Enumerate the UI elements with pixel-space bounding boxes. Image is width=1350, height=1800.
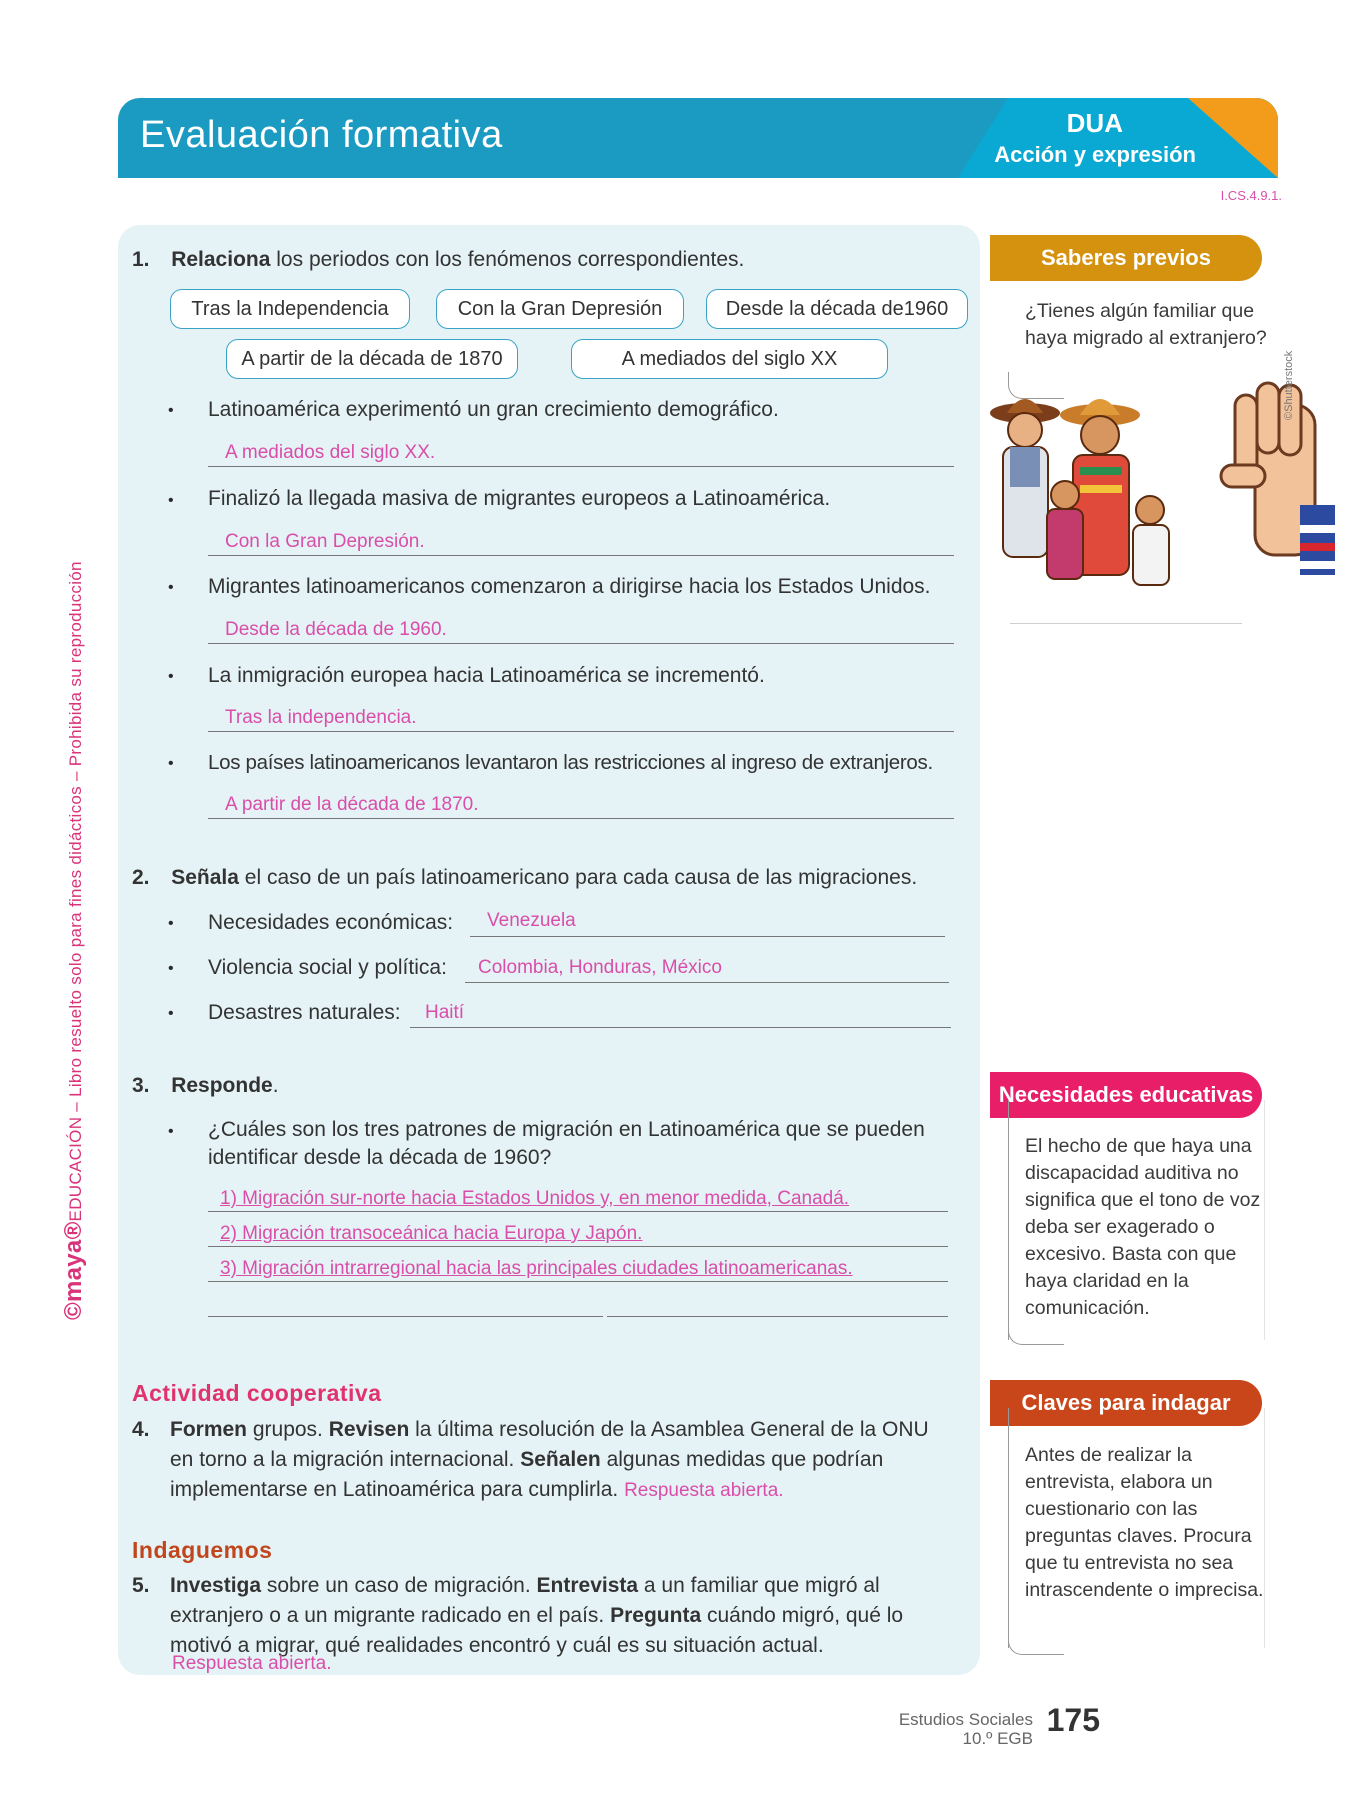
copyright-vertical-text — [60, 561, 88, 1320]
answer-text: Haití — [425, 1002, 465, 1023]
question-text: extranjero o a un migrante radicado en el país. — [170, 1604, 611, 1627]
question-text: los periodos con los fenómenos correspondientes. — [276, 248, 745, 271]
bullet-icon: • — [168, 915, 174, 932]
saberes-previos-text: ¿Tienes algún familiar que haya migrado al extranjero? — [1025, 300, 1267, 349]
question-number: 1. — [132, 248, 150, 271]
image-credit: ©Shutterstock — [1283, 350, 1295, 420]
migrants-group-icon — [990, 399, 1169, 585]
cause-label: Desastres naturales: — [208, 1001, 401, 1024]
claves-para-indagar-header: Claves para indagar — [990, 1380, 1262, 1426]
copyright-text: EDUCACIÓN – Libro resuelto solo para fines didácticos – Prohibida su reproducción — [66, 561, 85, 1222]
question-period: . — [272, 1074, 279, 1097]
answer-text: A partir de la década de 1870. — [225, 794, 479, 815]
question-verb: Pregunta — [610, 1604, 702, 1627]
claves-para-indagar-text: Antes de realizar la entrevista, elabora un cuestionario con las preguntas claves. Procura que tu entrevista no sea intrascendente o imprecisa. — [1025, 1444, 1264, 1601]
question-verb: Señalen — [520, 1448, 601, 1471]
option-chip: Desde la década de1960 — [706, 289, 968, 329]
question-number: 4. — [132, 1418, 150, 1441]
item-statement: Los países latinoamericanos levantaron las restricciones al ingreso de extranjeros. — [208, 751, 933, 774]
section-title-indaguemos: Indaguemos — [132, 1537, 273, 1563]
indicator-code: I.CS.4.9.1. — [1220, 188, 1282, 203]
question-text: algunas medidas que podrían — [600, 1448, 884, 1471]
question-5 — [132, 1574, 150, 1598]
bullet-icon: • — [168, 1123, 174, 1140]
question-5-line — [170, 1604, 970, 1628]
footer-grade: 10.º EGB — [962, 1729, 1033, 1748]
bullet-icon: • — [168, 1005, 174, 1022]
question-verb: Formen — [170, 1418, 248, 1441]
question-number: 5. — [132, 1574, 150, 1597]
bullet-icon: • — [168, 755, 174, 772]
answer-text: Respuesta abierta. — [172, 1653, 332, 1674]
box-bracket — [1008, 1628, 1064, 1655]
stop-hand-icon — [1221, 383, 1335, 575]
bullet-icon: • — [168, 402, 174, 419]
box-bracket — [1008, 1318, 1064, 1345]
question-1 — [132, 248, 744, 272]
question-text: cuándo migró, qué lo — [701, 1604, 904, 1627]
question-4-line — [170, 1478, 970, 1502]
answer-line — [410, 999, 951, 1028]
question-number: 3. — [132, 1074, 150, 1097]
bullet-icon: • — [168, 668, 174, 685]
question-text: el caso de un país latinoamericano para cada causa de las migraciones. — [244, 866, 918, 889]
question-number: 2. — [132, 866, 150, 889]
question-4-line — [170, 1418, 970, 1442]
answer-line — [607, 1288, 948, 1317]
footer-subject: Estudios Sociales — [898, 1710, 1033, 1729]
question-text: en torno a la migración internacional. — [170, 1448, 521, 1471]
dua-title: DUA — [1066, 108, 1123, 138]
answer-text: Respuesta abierta. — [624, 1480, 784, 1501]
page-title: Evaluación formativa — [140, 114, 503, 156]
question-verb: Señala — [171, 866, 239, 889]
question-4-line — [170, 1448, 970, 1472]
item-statement: Migrantes latinoamericanos comenzaron a dirigirse hacia los Estados Unidos. — [208, 575, 931, 598]
question-2 — [132, 866, 917, 890]
question-text: grupos. — [247, 1418, 329, 1441]
header-banner — [118, 98, 1278, 178]
question-verb: Entrevista — [536, 1574, 639, 1597]
bullet-icon: • — [168, 960, 174, 977]
question-verb: Investiga — [170, 1574, 262, 1597]
bullet-icon: • — [168, 492, 174, 509]
answer-text: Colombia, Honduras, México — [478, 957, 722, 978]
cause-label: Violencia social y política: — [208, 956, 447, 979]
question-text: sobre un caso de migración. — [261, 1574, 537, 1597]
answer-text: Con la Gran Depresión. — [225, 531, 425, 552]
question-3 — [132, 1074, 279, 1098]
item-statement: La inmigración europea hacia Latinoamérica se incrementó. — [208, 664, 765, 687]
question-verb: Responde — [171, 1074, 273, 1097]
question-5-line — [170, 1574, 970, 1598]
option-chip: Con la Gran Depresión — [436, 289, 684, 329]
question-text: la última resolución de la Asamblea General de la ONU — [409, 1418, 929, 1441]
bullet-icon: • — [168, 579, 174, 596]
answer-text: Desde la década de 1960. — [225, 619, 447, 640]
item-statement: Latinoamérica experimentó un gran crecimiento demográfico. — [208, 398, 779, 421]
answer-text: 2) Migración transoceánica hacia Europa y Japón. — [220, 1223, 643, 1244]
question-text-line: ¿Cuáles son los tres patrones de migración en Latinoamérica que se pueden — [208, 1118, 925, 1141]
item-statement: Finalizó la llegada masiva de migrantes europeos a Latinoamérica. — [208, 487, 831, 510]
saberes-previos-header: Saberes previos — [990, 235, 1262, 281]
answer-text: 1) Migración sur-norte hacia Estados Unidos y, en menor medida, Canadá. — [220, 1188, 850, 1209]
question-5-line: motivó a migrar, qué realidades encontró y cuál es su situación actual. — [170, 1634, 824, 1657]
question-verb: Relaciona — [171, 248, 271, 271]
divider — [1010, 623, 1242, 624]
section-title-cooperativa: Actividad cooperativa — [132, 1380, 382, 1406]
question-verb: Revisen — [328, 1418, 410, 1441]
answer-text: Tras la independencia. — [225, 707, 417, 728]
necesidades-educativas-header: Necesidades educativas — [990, 1072, 1262, 1118]
question-text: implementarse en Latinoamérica para cumplirla. — [170, 1478, 619, 1501]
page-number: 175 — [1046, 1702, 1100, 1738]
option-chip: A partir de la década de 1870 — [226, 339, 518, 379]
question-text: a un familiar que migró al — [638, 1574, 880, 1597]
dua-subtitle: Acción y expresión — [994, 142, 1196, 167]
necesidades-educativas-text: El hecho de que haya una discapacidad auditiva no significa que el tono de voz deba ser exagerado o excesivo. Basta con que haya claridad en la comunicación. — [1025, 1135, 1261, 1319]
option-chip: Tras la Independencia — [170, 289, 410, 329]
answer-line — [208, 1288, 603, 1317]
brand-logo-text: ©maya® — [60, 1221, 87, 1320]
answer-text: 3) Migración intrarregional hacia las principales ciudades latinoamericanas. — [220, 1258, 853, 1279]
answer-text: Venezuela — [487, 910, 576, 931]
option-chip: A mediados del siglo XX — [571, 339, 888, 379]
answer-text: A mediados del siglo XX. — [225, 442, 436, 463]
question-text-line: identificar desde la década de 1960? — [208, 1146, 552, 1169]
cause-label: Necesidades económicas: — [208, 911, 454, 934]
